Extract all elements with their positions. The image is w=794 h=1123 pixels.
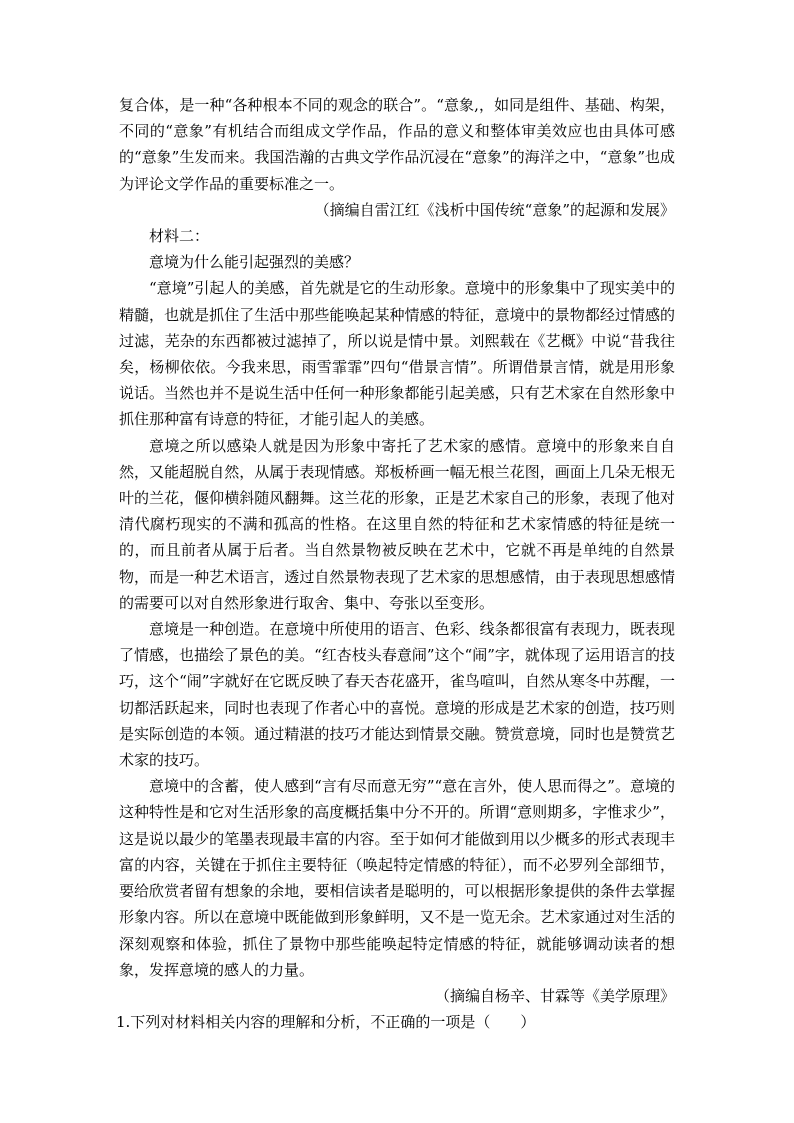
material-2-label: 材料二：	[149, 227, 210, 246]
body-paragraph: “意境”引起人的美感，首先就是它的生动形象。意境中的形象集中了现实美中的精髓，也就是抓住了生活中那些能唤起某种情感的特征，意境中的景物都经过情感的过滤，芜杂的东西都被过滤掉了，所以说是情中景。刘熙载在《艺概》中说“昔我往矣，杨柳依依。今我来思，雨雪霏霏”四句“借景言情”。所谓借景言情，就是用形象说话。当然也并不是说生活中任何一种形象都能引起美感，只有艺术家在自然形象中抓住那种富有诗意的特征，才能引起人的美感。	[119, 279, 675, 429]
body-paragraph: 意境之所以感染人就是因为形象中寄托了艺术家的感情。意境中的形象来自自然，又能超脱自然，从属于表现情感。郑板桥画一幅无根兰花图，画面上几朵无根无叶的兰花，偃仰横斜随风翻舞。这兰花的形象，正是艺术家自己的形象，表现了他对清代腐朽现实的不满和孤高的性格。在这里自然的特征和艺术家情感的特征是统一的，而且前者从属于后者。当自然景物被反映在艺术中，它就不再是单纯的自然景物，而是一种艺术语言，透过自然景物表现了艺术家的思想感情，由于表现思想感情的需要可以对自然形象进行取舍、集中、夸张以至变形。	[119, 436, 675, 612]
source-citation-2: （摘编自杨辛、甘霖等《美学原理》	[434, 986, 675, 1005]
material-2-heading: 意境为什么能引起强烈的美感？	[149, 253, 360, 272]
intro-paragraph: 复合体，是一种“各种根本不同的观念的联合”。“意象,，如同是组件、基础、构架，不同的“意象”有机结合而组成文学作品，作品的意义和整体审美效应也由具体可感的“意象”生发而来。我国浩瀚的古典文学作品沉浸在“意象”的海洋之中，“意象”也成为评论文学作品的重要标准之一。	[119, 96, 676, 193]
body-paragraph: 意境是一种创造。在意境中所使用的语言、色彩、线条都很富有表现力，既表现了情感，也描绘了景色的美。“红杏枝头春意闹”这个“闹”字，就体现了运用语言的技巧，这个“闹”字就好在它既反映了春天杏花盛开，雀鸟喧叫，自然从寒冬中苏醒，一切都活跃起来，同时也表现了作者心中的喜悦。意境的形成是艺术家的创造，技巧则是实际创造的本领。通过精湛的技巧才能达到情景交融。赞赏意境，同时也是赞赏艺术家的技巧。	[119, 620, 675, 770]
source-citation-1: （摘编自雷江红《浅析中国传统“意象”的起源和发展》	[314, 200, 675, 219]
body-paragraph: 意境中的含蓄，使人感到“言有尽而意无穷”“意在言外，使人思而得之”。意境的这种特性是和它对生活形象的高度概括集中分不开的。所谓“意则期多，字惟求少”，这是说以最少的笔墨表现最丰富的内容。至于如何才能做到用以少概多的形式表现丰富的内容，关键在于抓住主要特征（唤起特定情感的特征），而不必罗列全部细节，要给欣赏者留有想象的余地，要相信读者是聪明的，可以根据形象提供的条件去掌握形象内容。所以在意境中既能做到形象鲜明，又不是一览无余。艺术家通过对生活的深刻观察和体验，抓住了景物中那些能唤起特定情感的特征，就能够调动读者的想象，发挥意境的感人的力量。	[119, 777, 675, 979]
question-1: 1.下列对材料相关内容的理解和分析，不正确的一项是（ ）	[116, 1013, 536, 1032]
document-page	[116, 92, 676, 1035]
